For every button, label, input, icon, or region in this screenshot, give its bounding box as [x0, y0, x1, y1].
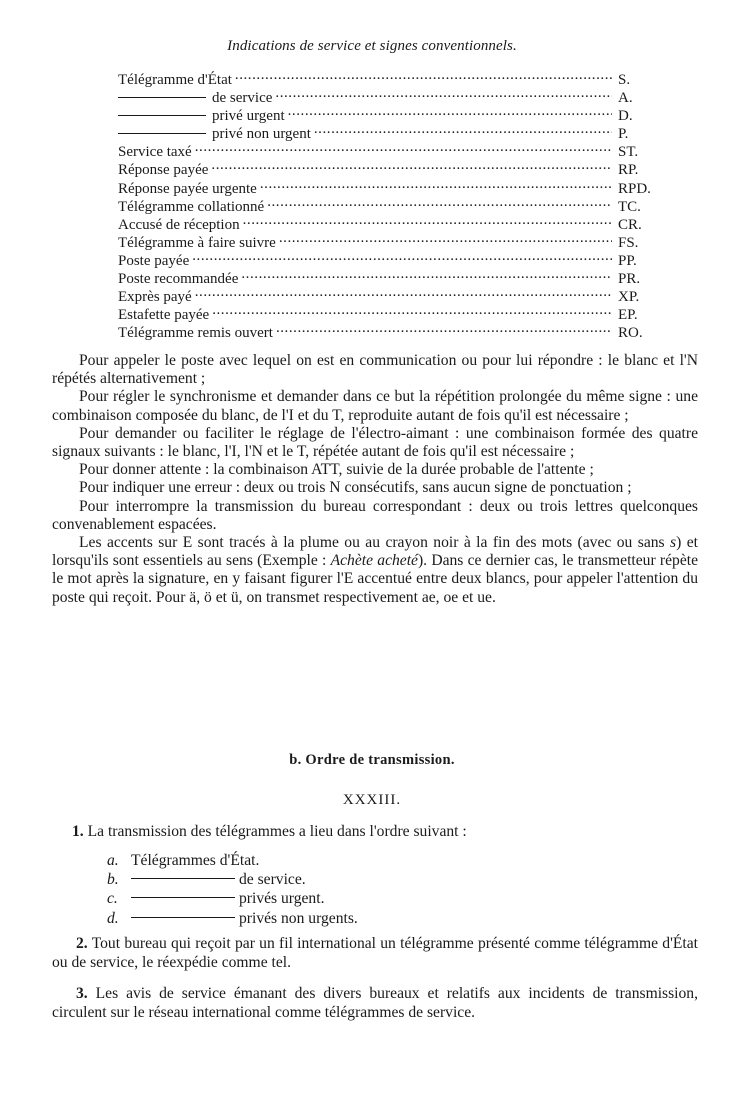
indication-label: privé urgent: [212, 108, 285, 125]
article-1-text: La transmission des télégrammes a lieu dans l'ordre suivant :: [83, 823, 467, 840]
text-run: ). Dans ce dernier cas, le transmetteur répète le mot après la signature, en y faisant figurer l'E accentué entre deux blancs, pour appeler l'attention du poste qui reçoit. Pour ä, ö et ü, on transmet respectivement ae, oe et ue.: [52, 552, 698, 606]
leader-dots: [211, 156, 612, 174]
article-2-number: 2.: [76, 935, 88, 952]
indication-row: [118, 156, 670, 179]
indication-code: A.: [618, 90, 633, 107]
indication-row: [118, 138, 670, 161]
paragraph: Pour appeler le poste avec lequel on est en communication ou pour lui répondre : le blanc et l'N répétés alternativement ;: [52, 352, 698, 388]
article-3-text: Les avis de service émanant des divers bureaux et relatifs aux incidents de transmission, circulent sur le réseau international comme télégrammes de service.: [52, 985, 698, 1021]
order-list: [107, 851, 507, 928]
section-title: b. Ordre de transmission.: [289, 752, 455, 768]
ditto-dash: [131, 897, 235, 898]
leader-dots: [195, 138, 612, 156]
indication-label: de service: [212, 90, 273, 107]
indication-code: S.: [618, 72, 631, 88]
accents-paragraph: [52, 534, 698, 607]
leader-dots: [288, 102, 612, 120]
indication-code: RPD.: [618, 180, 651, 197]
leader-dots: [279, 229, 612, 247]
leader-dots: [243, 211, 612, 229]
indication-row: [118, 301, 670, 324]
indication-label: Exprès payé: [118, 289, 192, 306]
indications-table: [118, 66, 670, 342]
indication-label: Poste payée: [118, 252, 190, 269]
paragraph: Pour indiquer une erreur : deux ou trois N consécutifs, sans aucun signe de ponctuation ;: [79, 479, 632, 497]
ditto-dash: [131, 917, 235, 918]
indication-label: Télégramme collationné: [118, 198, 265, 215]
indication-label: Réponse payée: [118, 162, 209, 179]
paragraph: Pour interrompre la transmission du bureau correspondant : deux ou trois lettres quelconques convenablement espacées.: [52, 497, 698, 533]
order-letter: c.: [107, 890, 118, 908]
indication-row: [118, 66, 670, 88]
order-item: [107, 870, 507, 889]
paragraph: Pour donner attente : la combinaison ATT, suivie de la durée probable de l'attente ;: [79, 461, 594, 479]
italic-letter: s: [670, 534, 677, 552]
paragraph: Pour demander ou faciliter le réglage de l'électro-aimant : une combinaison formée des quatre signaux suivants : le blanc, l'I, l'N et le T, répétée autant de fois qu'il est nécessaire ;: [52, 424, 698, 461]
text-run: Les accents sur E sont tracés à la plume ou au crayon noir à la fin des mots (avec ou sans: [79, 534, 671, 552]
indication-label: Réponse payée urgente: [118, 180, 257, 197]
order-text: privés urgent.: [239, 890, 325, 908]
leader-dots: [192, 247, 612, 265]
indication-label: Télégramme remis ouvert: [118, 325, 273, 342]
ditto-dash: [131, 878, 235, 879]
running-head: Indications de service et signes conventionnels.: [227, 38, 517, 54]
indication-code: FS.: [618, 234, 639, 251]
indication-code: TC.: [618, 198, 641, 215]
example-text: Achète acheté: [330, 552, 418, 570]
order-text: privés non urgents.: [239, 909, 358, 927]
leader-dots: [212, 301, 612, 319]
indication-code: D.: [618, 108, 633, 125]
leader-dots: [275, 84, 612, 102]
indication-code: XP.: [618, 289, 640, 306]
indication-row: [118, 247, 670, 269]
ditto-dash: [118, 97, 206, 98]
article-3-number: 3.: [76, 985, 88, 1002]
order-text: Télégrammes d'État.: [131, 852, 260, 869]
indication-label: Télégramme d'État: [118, 72, 232, 88]
article-1-number: 1.: [72, 823, 84, 840]
order-letter: a.: [107, 852, 119, 869]
order-letter: d.: [107, 909, 119, 927]
article-2-text: Tout bureau qui reçoit par un fil international un télégramme présenté comme télégramme d'État ou de service, le réexpédie comme tel.: [52, 935, 698, 971]
order-text: de service.: [239, 871, 306, 889]
order-letter: b.: [107, 871, 119, 889]
leader-dots: [260, 175, 612, 193]
signals-text: [52, 352, 698, 607]
ditto-dash: [118, 133, 206, 134]
text-run: ) et lorsqu'ils sont essentiels au sens (Exemple :: [52, 534, 698, 570]
ditto-dash: [118, 115, 206, 116]
indication-label: Estafette payée: [118, 307, 210, 324]
leader-dots: [241, 265, 612, 283]
indication-label: privé non urgent: [212, 126, 311, 143]
indication-code: RO.: [618, 325, 643, 342]
leader-dots: [314, 120, 612, 138]
leader-dots: [195, 283, 612, 301]
leader-dots: [276, 319, 612, 337]
indication-code: RP.: [618, 162, 639, 179]
indication-code: ST.: [618, 144, 639, 161]
indication-label: Poste recommandée: [118, 271, 239, 288]
indication-code: CR.: [618, 216, 642, 233]
indication-row: [118, 283, 670, 306]
order-item: [107, 889, 507, 908]
indication-code: EP.: [618, 307, 638, 324]
indication-code: PP.: [618, 252, 637, 269]
article-number: XXXIII.: [342, 792, 402, 808]
indication-label: Télégramme à faire suivre: [118, 234, 276, 251]
indication-label: Service taxé: [118, 144, 192, 161]
article-2: [52, 934, 698, 972]
indication-code: PR.: [618, 271, 641, 288]
order-item: [107, 909, 507, 928]
order-item: [107, 851, 507, 870]
leader-dots: [267, 193, 612, 211]
leader-dots: [235, 66, 612, 84]
indication-row: [118, 265, 670, 288]
article-3: [52, 984, 698, 1022]
indication-label: Accusé de réception: [118, 216, 240, 233]
indication-code: P.: [618, 126, 629, 143]
paragraph: Pour régler le synchronisme et demander dans ce but la répétition prolongée du même signe : une combinaison composée du blanc, de l'I et du T, reproduite autant de fois qu'il est nécessaire ;: [52, 388, 698, 424]
article-1: [72, 822, 702, 841]
